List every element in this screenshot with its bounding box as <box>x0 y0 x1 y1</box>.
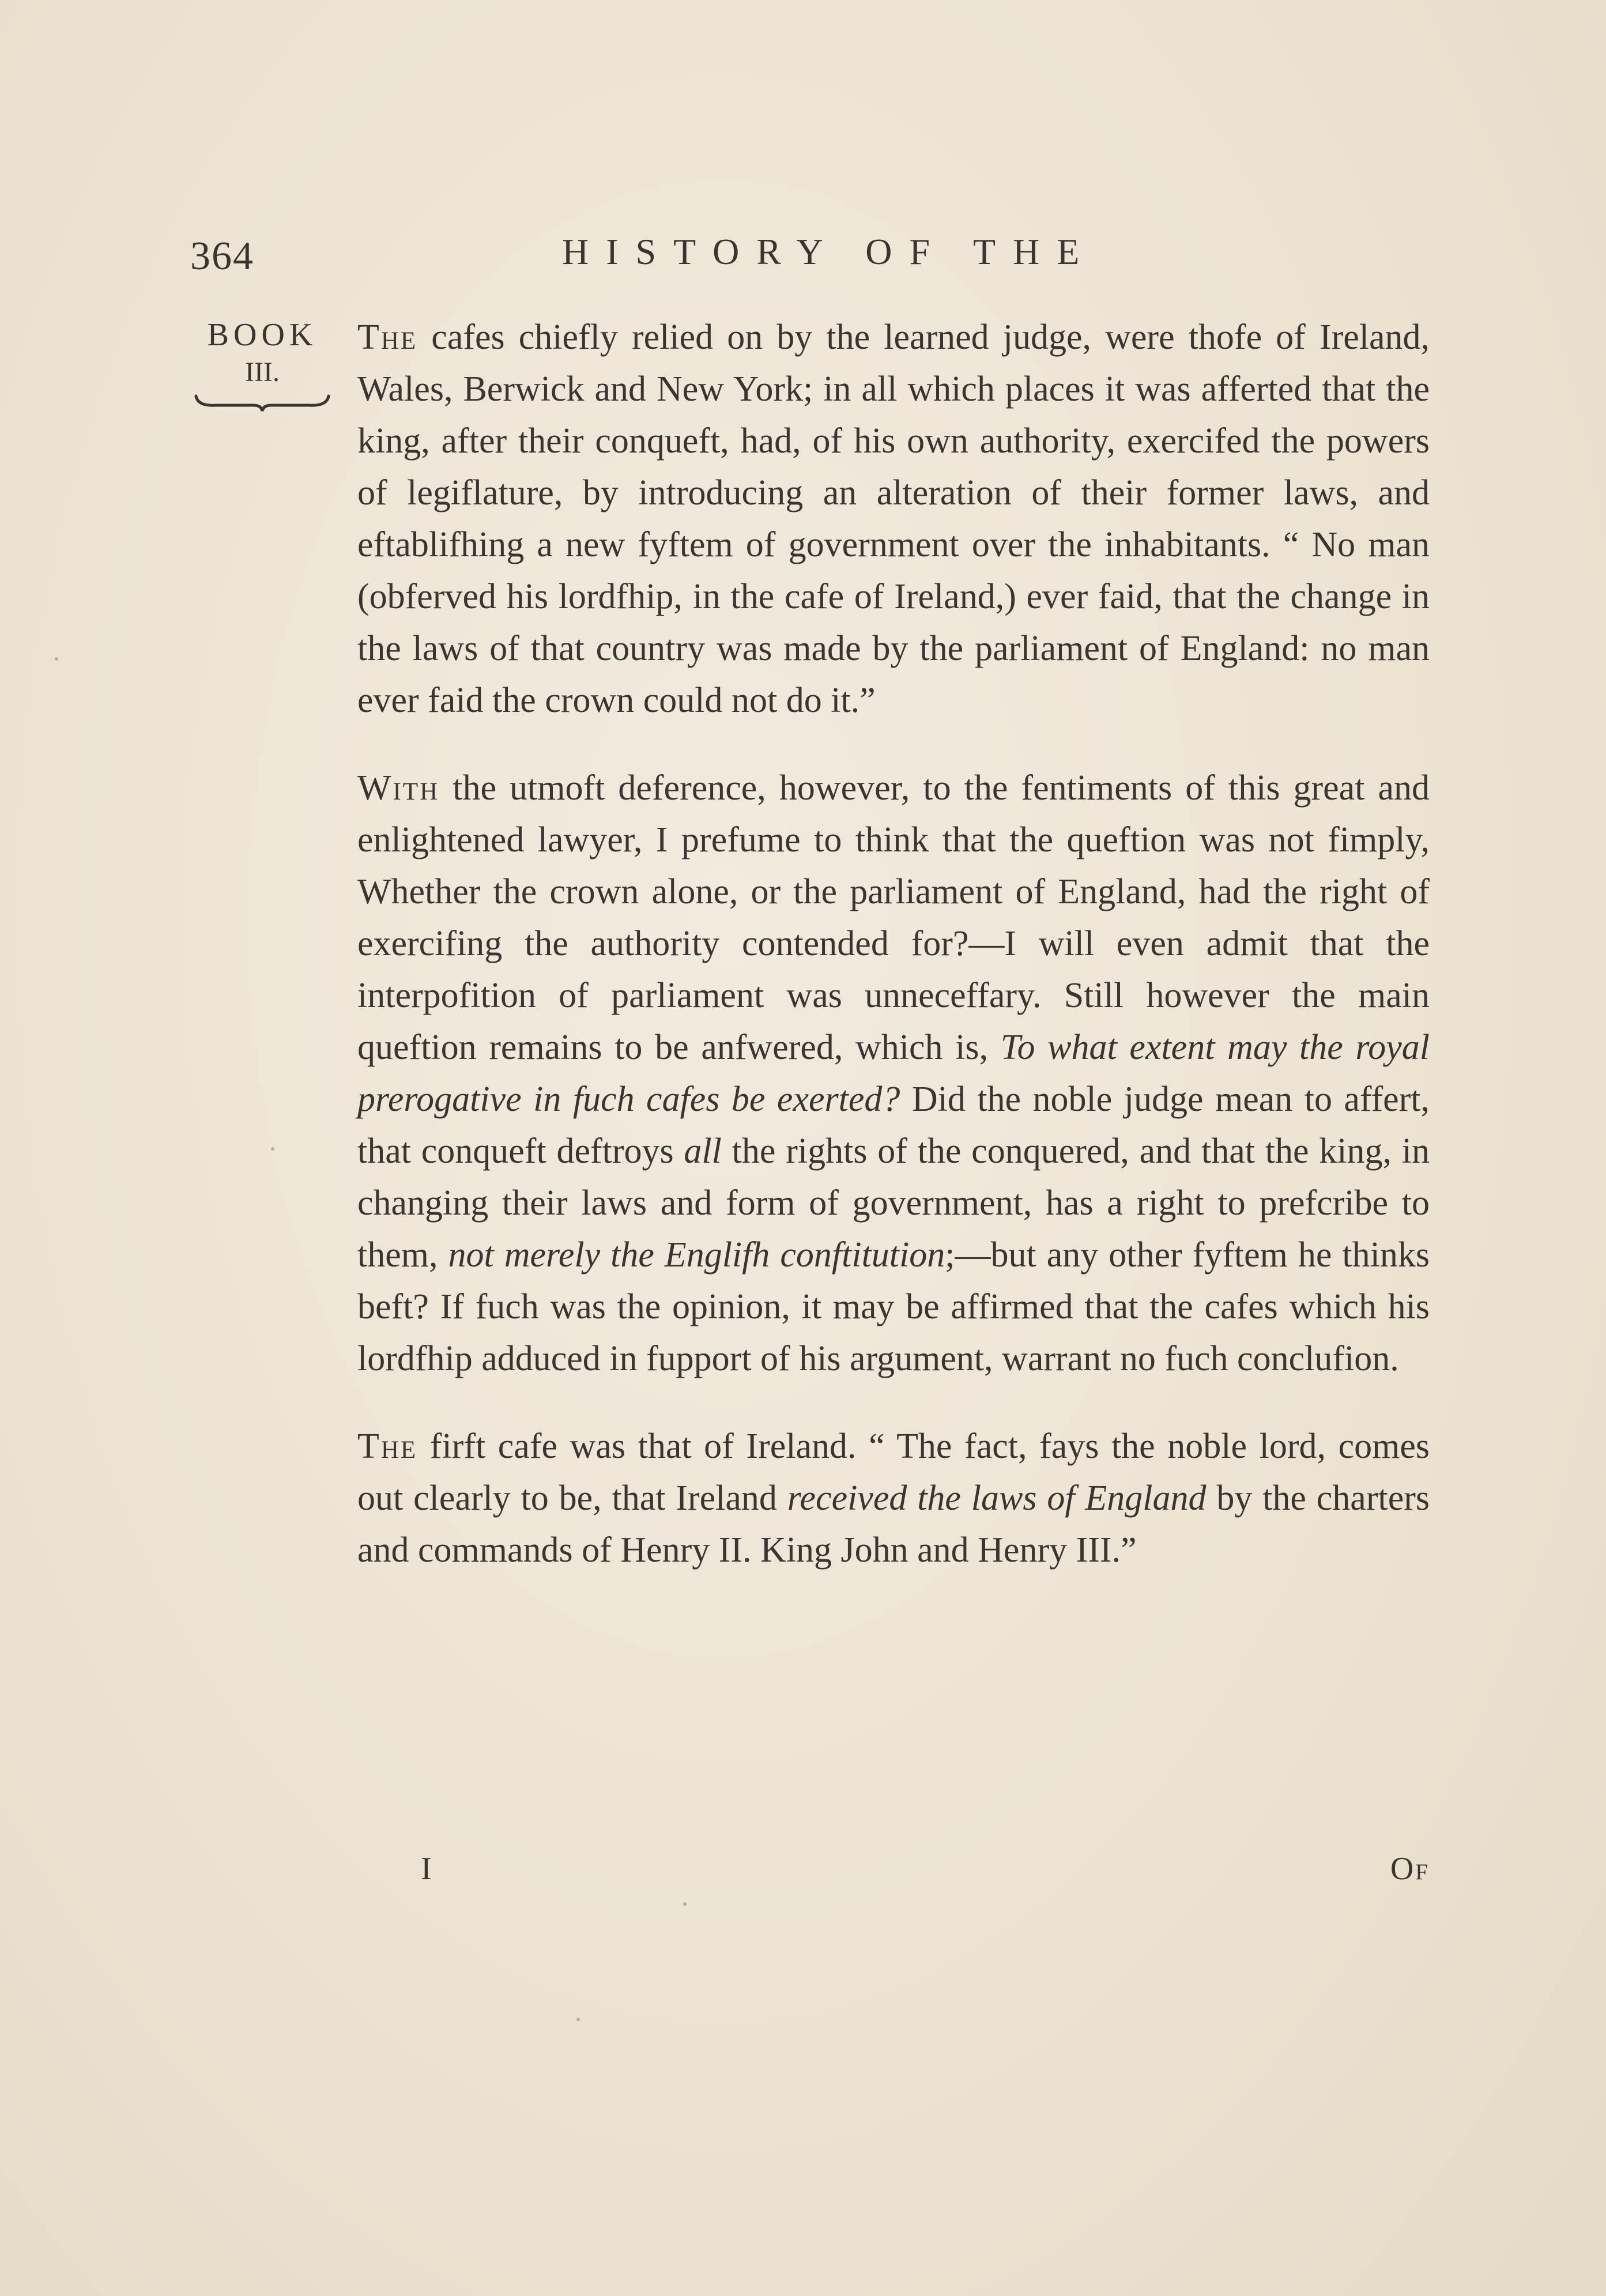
text-run: firft cafe was that of Ireland. “ The fact, fays the noble lord, comes out clearly to be, that Ireland <box>357 1427 1430 1518</box>
running-title: HISTORY OF THE <box>562 231 1097 272</box>
body-text <box>357 311 1430 1612</box>
brace-ornament <box>193 391 331 414</box>
text-run: cafes chiefly relied on by the learned judge, were thofe of Ireland, Wales, Berwick and New York; in all which places it was afferted that the king, after their conqueft, had, of his own authority, exercifed the powers of legiflature, by introducing an alteration of their former laws, and eftablifhing a new fyftem of government over the inhabitants. “ No man (obferved his lordfhip, in the cafe of Ireland,) ever faid, that the change in the laws of that country was made by the parliament of England: no man ever faid the crown could not do it.” <box>357 318 1430 720</box>
signature-mark: I <box>421 1851 432 1887</box>
paper-speck <box>55 657 58 661</box>
text-run: by the charters and commands of Henry II. King John and Henry III.” <box>357 1479 1430 1570</box>
catchword: Of <box>1390 1851 1430 1887</box>
paragraph-lead-word: The <box>357 1427 418 1466</box>
paragraph-lead-word: With <box>357 768 440 808</box>
italic-text: all <box>684 1132 722 1171</box>
running-head <box>0 219 1606 288</box>
paper-speck <box>271 1147 274 1151</box>
text-run: Did the noble judge mean to affert, that conqueft deftroys <box>357 1080 1430 1171</box>
paragraph <box>357 1420 1430 1576</box>
catchline <box>357 1850 1430 1902</box>
paper-speck <box>683 1902 687 1906</box>
text-run: the utmoft deference, however, to the fentiments of this great and enlightened lawyer, I prefume to think that the queftion was not fimply, Whether the crown alone, or the parliament of England, had the right of exercifing the authority contended for?—I will even admit that the interpofition of parliament was unneceffary. Still however the main queftion remains to be anfwered, which is, <box>357 768 1430 1067</box>
text-run: ;—but any other fyftem he thinks beft? If fuch was the opinion, it may be affirmed that the cafes which his lordfhip adduced in fupport of his argument, warrant no fuch conclufion. <box>357 1235 1430 1378</box>
paragraph <box>357 311 1430 726</box>
paragraph <box>357 762 1430 1385</box>
text-run: the rights of the conquered, and that the king, in changing their laws and form of government, has a right to prefcribe to them, <box>357 1132 1430 1275</box>
marginal-note <box>190 314 334 414</box>
page-number: 364 <box>190 234 254 278</box>
italic-text: received the laws of England <box>787 1479 1207 1518</box>
paper-speck <box>576 2018 580 2021</box>
paragraph-lead-word: The <box>357 318 418 357</box>
italic-text: To what extent may the royal prerogative in fuch cafes be exerted? <box>357 1028 1430 1119</box>
italic-text: not merely the Englifh conftitution <box>448 1235 945 1275</box>
book-label: BOOK <box>207 317 318 353</box>
volume-label: III. <box>245 357 280 387</box>
